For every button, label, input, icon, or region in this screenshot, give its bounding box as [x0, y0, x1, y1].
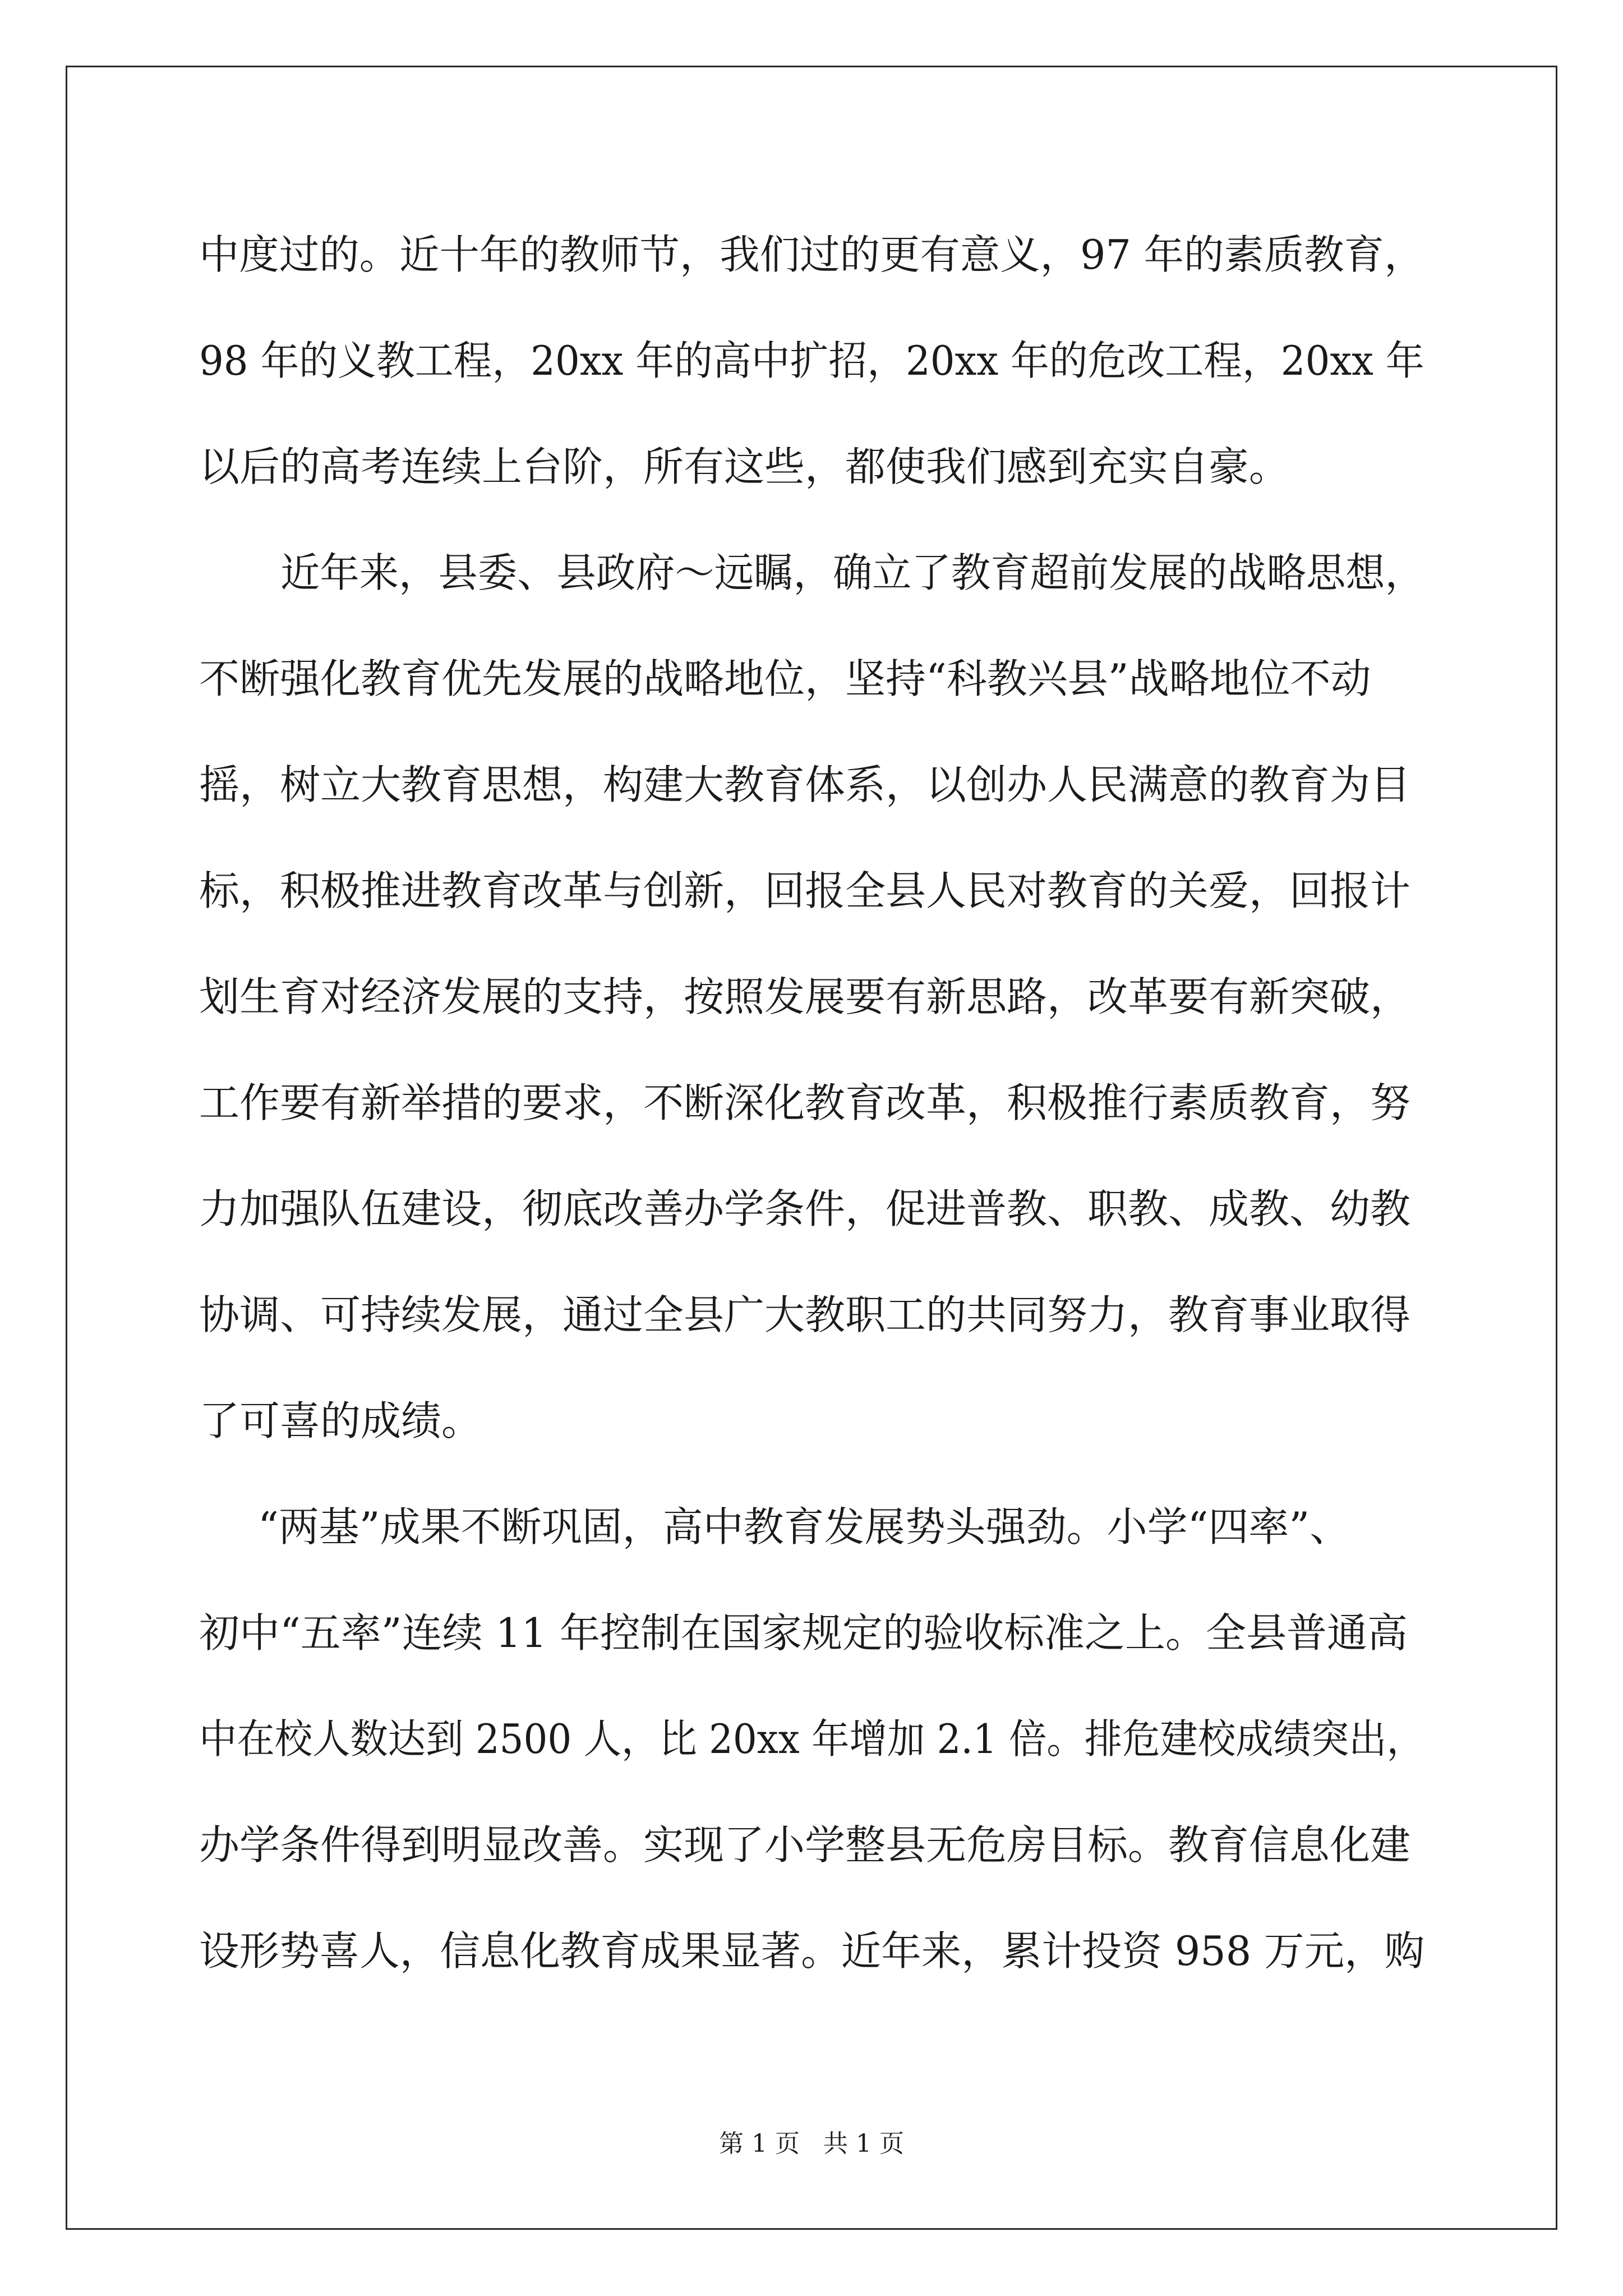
text-line: “两基”成果不断巩固，高中教育发展势头强劲。小学“四率”、: [258, 1503, 1350, 1550]
text-line: 办学条件得到明显改善。实现了小学整县无危房目标。教育信息化建: [199, 1821, 1411, 1869]
text-line: 力加强队伍建设，彻底改善办学条件，促进普教、职教、成教、幼教: [199, 1185, 1411, 1232]
text-line: 摇，树立大教育思想，构建大教育体系，以创办人民满意的教育为目: [199, 761, 1411, 808]
text-line: 工作要有新举措的要求，不断深化教育改革，积极推行素质教育，努: [199, 1079, 1411, 1126]
page-border: [66, 66, 1557, 2230]
text-line: 标，积极推进教育改革与创新，回报全县人民对教育的关爱，回报计: [199, 867, 1411, 914]
text-line: 了可喜的成绩。: [199, 1397, 482, 1444]
text-line: 设形势喜人，信息化教育成果显著。近年来，累计投资 958 万元，购: [199, 1927, 1425, 1975]
text-line: 中度过的。近十年的教师节，我们过的更有意义，97 年的素质教育，: [199, 231, 1424, 278]
text-line: 中在校人数达到 2500 人，比 20xx 年增加 2.1 倍。排危建校成绩突出，: [199, 1715, 1424, 1763]
text-line: 以后的高考连续上台阶，所有这些，都使我们感到充实自豪。: [199, 443, 1290, 490]
text-line: 98 年的义教工程，20xx 年的高中扩招，20xx 年的危改工程，20xx 年: [199, 337, 1424, 384]
text-line: 协调、可持续发展，通过全县广大教职工的共同努力，教育事业取得: [199, 1291, 1411, 1338]
text-line: 近年来，县委、县政府～远瞩，确立了教育超前发展的战略思想，: [280, 549, 1425, 596]
text-line: 初中“五率”连续 11 年控制在国家规定的验收标准之上。全县普通高: [199, 1609, 1408, 1657]
text-line: 不断强化教育优先发展的战略地位，坚持“科教兴县”战略地位不动: [199, 655, 1371, 702]
page-footer: 第 1 页 共 1 页: [719, 2129, 904, 2158]
text-line: 划生育对经济发展的支持，按照发展要有新思路，改革要有新突破，: [199, 973, 1411, 1020]
